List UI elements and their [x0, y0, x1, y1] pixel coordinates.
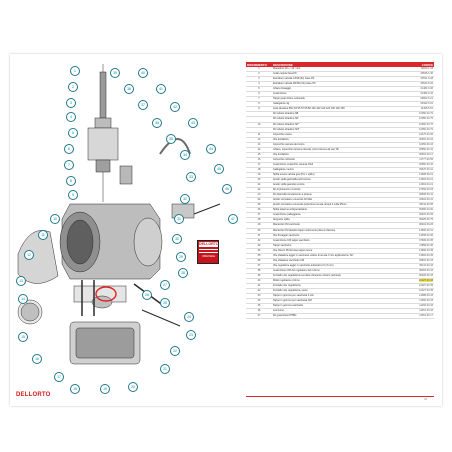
code-text: 02916.00.41 [419, 198, 433, 202]
code-text: 01484.6.36 [420, 87, 433, 91]
cell-description: Gollo coppia fissa PK [272, 72, 398, 77]
code-text: 00970.00.05 [419, 213, 433, 217]
cell-description: Guarnizione coperchio camera rifiuti [272, 162, 398, 167]
code-text: 10027.00.33 [419, 278, 433, 282]
code-text: 11451.00.43 [419, 309, 433, 313]
code-text: 11858.00.35 [419, 243, 433, 247]
callout-number: 44 [206, 144, 216, 154]
code-text: 09902.6.21 [420, 97, 433, 101]
callout-number: 41 [156, 84, 166, 94]
callout-number: 12 [24, 250, 34, 260]
cell-description: Manettino 18 — 44 / 4x1 [272, 67, 398, 72]
code-text: 08216.00.26 [419, 223, 433, 227]
throttle-slide [88, 128, 118, 160]
code-text: 09025.00.75 [419, 218, 433, 222]
callout-number: 39 [110, 68, 120, 78]
cell-description: Coperchio rubinetto [272, 157, 398, 162]
cell-ref: 32 [246, 238, 272, 243]
cell-ref: 27 [246, 213, 272, 218]
code-text: 00950.00.32 [419, 162, 433, 166]
code-text: 10050.00.76 [419, 112, 433, 116]
code-text: 14988.00.33 [419, 294, 433, 298]
cell-description: Kit tubetto idraulico SB [272, 112, 398, 117]
catalog-page [10, 54, 442, 406]
code-text: 07606.00.35 [419, 238, 433, 242]
callout-number: 30 [172, 234, 182, 244]
cell-code [398, 314, 434, 319]
col-header-description: DESCRIZIONE [272, 62, 398, 67]
cell-ref: 25 [246, 203, 272, 208]
page-number: 33 [424, 397, 428, 401]
cell-description: Tappo in gomma vaschetta [272, 304, 398, 309]
float [92, 296, 112, 308]
callout-number: 29 [176, 252, 186, 262]
code-text: 09543.6.26 [420, 82, 433, 86]
callout-number: 24 [184, 312, 194, 322]
cell-description: Kit tubetto idraulico SD [272, 117, 398, 122]
cell-description: Vite sfiatatore vacchetto CM [272, 258, 398, 263]
code-text: 10027.00.35 [419, 289, 433, 293]
code-text: 14904.00.21 [419, 178, 433, 182]
cell-ref: 14 [246, 147, 272, 152]
cell-ref: 19 [246, 172, 272, 177]
callout-number: 32 [180, 194, 190, 204]
cell-description: Vite fissaggio vacchetto [272, 233, 398, 238]
code-text: 13458.00.36 [419, 233, 433, 237]
cell-description: Gommino [272, 309, 398, 314]
callout-number: 6 [64, 144, 74, 154]
callout-number: 34 [180, 150, 190, 160]
callout-number: 27 [160, 280, 170, 290]
code-text: 09370.00.41 [419, 167, 433, 171]
cell-ref: 23 [246, 193, 272, 198]
cell-description: Guarnizione palleggiante [272, 213, 398, 218]
cell-description: Fondello vite regolazione [272, 284, 398, 289]
cell-ref: 2 [246, 72, 272, 77]
callout-number: 2 [68, 82, 78, 92]
slide-spring [100, 72, 106, 118]
table-row [246, 314, 434, 319]
cell-ref: 44 [246, 299, 272, 304]
code-text: 11451.00.17 [419, 314, 433, 318]
cell-ref: 20 [246, 178, 272, 183]
cell-ref: 47 [246, 314, 272, 319]
cell-description: Anello sormatore ursuscolo protezione tenuta rampa 4 sulla 35mm [272, 203, 398, 208]
code-text: 09011.00.65 [419, 203, 433, 207]
code-text: 11777.00.56 [419, 157, 433, 161]
cell-description: Guarnizione OR del regolatore del minimo [272, 268, 398, 273]
callout-number: 5 [68, 128, 78, 138]
cell-ref: 21 [246, 183, 272, 188]
callout-number: 28 [178, 268, 188, 278]
parts-table-area [246, 62, 434, 319]
cell-description: Supporto spilla [272, 218, 398, 223]
callout-number: 18 [70, 384, 80, 394]
code-text: 07050.00.03 [419, 188, 433, 192]
callout-number: 31 [174, 214, 184, 224]
callout-number: 22 [170, 346, 180, 356]
parts-table [246, 62, 434, 319]
callout-number: 15 [18, 332, 28, 342]
cell-ref: 30 [246, 228, 272, 233]
cell-ref: 34 [246, 248, 272, 253]
code-text: 09545.6.46 [420, 72, 433, 76]
callout-number: 17 [54, 372, 64, 382]
cell-description: Kit tubetto idraulico SN* [272, 127, 398, 132]
cell-description: Tappo vacchetto [272, 243, 398, 248]
cell-ref: 46 [246, 309, 272, 314]
code-text: 09442.6.61 [420, 102, 433, 106]
cell-description: Vite livellatrice [272, 152, 398, 157]
callout-number: 10 [50, 214, 60, 224]
exploded-diagram [10, 54, 246, 406]
cell-ref: 39 [246, 273, 272, 278]
code-text: 13802.00.35 [419, 253, 433, 257]
cell-description: Gallegiante 4g [272, 102, 398, 107]
code-text: 10050.00.76 [419, 117, 433, 121]
cell-ref: 28 [246, 218, 272, 223]
code-text: 09508.00.41 [419, 193, 433, 197]
col-header-code: CODICE [398, 62, 434, 67]
cell-description: Vite livellatrice [272, 137, 398, 142]
dellorto-logo: DELLORTO [16, 392, 51, 398]
cell-ref: 37 [246, 263, 272, 268]
cell-description: Ghiera, coperchio camera miscela, pivot camera da vari TE [272, 147, 398, 152]
code-text: 13990.00.35 [419, 248, 433, 252]
code-text: 13990.00.31 [419, 228, 433, 232]
cell-description: Anello sormatore ursuscolo 40 Max [272, 198, 398, 203]
callout-number: 14 [18, 294, 28, 304]
cell-ref: 8 [246, 102, 272, 107]
code-text: 00990.00.00 [419, 208, 433, 212]
cell-ref: 41 [246, 284, 272, 289]
cell-ref: 12 [246, 137, 272, 142]
cell-description: Manicotto CM plastico tappo sottovuoto pista di classica [272, 228, 398, 233]
cell-description: Asta idraulica 56G 54 56 57 58 59 100 102 110 120 130 140 150 [272, 107, 398, 112]
cell-description: Vite regolatore aggio in vacchetto antiscarico 6 (3 mm) [272, 263, 398, 268]
code-text: 01484.6.32 [420, 92, 433, 96]
callout-number: 19 [100, 384, 110, 394]
cell-description: Vite sfiatatore aggio in vacchetto rettore di tenuta 3 mm applicazione 'Kit' [272, 253, 398, 258]
cell-description: Fondello vite regolazione tenutina d'insieme minimo (elimina) [272, 273, 398, 278]
callout-number: 20 [128, 382, 138, 392]
cell-description: Estrattore valvola CD18 (fix) base PK [272, 77, 398, 82]
code-text: 10050.00.76 [419, 122, 433, 126]
cell-ref: 38 [246, 268, 272, 273]
cell-description: Spilla tenuta valvola gas (Pin u spillo) [272, 172, 398, 177]
cell-ref: 13 [246, 142, 272, 147]
callout-number: 11 [38, 230, 48, 240]
callout-number: 47 [228, 214, 238, 224]
cell-description: Fondello vite regolazione sosta [272, 289, 398, 294]
callout-number: 36 [152, 118, 162, 128]
code-text: 09511.6.28 [420, 77, 433, 81]
cell-ref: 35 [246, 253, 272, 258]
callout-number: 35 [166, 134, 176, 144]
cell-description: Estrattore valvola FR30A (fix) base PK [272, 82, 398, 87]
parts-table-body [246, 67, 434, 319]
callout-number: 21 [160, 364, 170, 374]
cell-ref: 42 [246, 289, 272, 294]
callout-number: 1 [70, 66, 80, 76]
code-text: 80005.00.33 [419, 273, 433, 277]
code-text: 10027.00.35 [419, 284, 433, 288]
callout-number: 25 [160, 298, 170, 308]
cell-ref: 18 [246, 167, 272, 172]
code-text: 11450.00.33 [419, 299, 433, 303]
cell-ref: 16 [246, 157, 272, 162]
callout-number: 40 [138, 68, 148, 78]
callout-number: 13 [16, 276, 26, 286]
code-text: 10050.00.76 [419, 127, 433, 131]
code-text: 00910.00.16 [419, 137, 433, 141]
cell-description: Tappo guarnizione sottosella [272, 97, 398, 102]
cell-description: Vite blocco PK/di base tappo pesce [272, 248, 398, 253]
cell-ref: 3 [246, 77, 272, 82]
callout-number: 26 [142, 290, 152, 300]
cell-ref: 17 [246, 162, 272, 167]
sticker-rule [199, 252, 218, 253]
cell-ref: 11 [246, 132, 272, 137]
cell-description: Tappo in gomma per vaschetta CM [272, 299, 398, 304]
code-text: 11408.6.51 [420, 107, 433, 111]
cell-ref: 40 [246, 278, 272, 283]
cell-description: Kit dispositivi avviamento a pistone [272, 193, 398, 198]
cell-description: Coperchio camera del corpo [272, 142, 398, 147]
cell-description: Gallegiante mezzo [272, 167, 398, 172]
cell-ref: 6 [246, 92, 272, 97]
cell-ref: 7 [246, 97, 272, 102]
callout-number: 3 [66, 98, 76, 108]
code-text: 08003.00.33 [419, 268, 433, 272]
callout-number: 23 [186, 330, 196, 340]
code-text: 01470.00.06 [419, 132, 433, 136]
cell-description: Anello spilla gas/spilla spill conica [272, 178, 398, 183]
cell-ref: 45 [246, 304, 272, 309]
cell-ref: 10 [246, 122, 272, 127]
cell-ref: 29 [246, 223, 272, 228]
code-text: 11450.00.33 [419, 304, 433, 308]
brand-sticker [197, 240, 219, 264]
cell-description: Anello spilla gas/stop conica [272, 183, 398, 188]
cell-description: Manicotto CM vacchetto [272, 223, 398, 228]
cell-ref: 33 [246, 243, 272, 248]
code-text: 09011.00.33 [419, 263, 433, 267]
cell-ref: 31 [246, 233, 272, 238]
callout-number: 46 [222, 184, 232, 194]
cell-ref: 5 [246, 87, 272, 92]
sticker-text: ORIGINALE [201, 255, 216, 258]
cell-description: Mollo regolatore minimo [272, 278, 398, 283]
cell-ref: 9 [246, 107, 272, 112]
cell-description: Kit tubetto idraulico SF* [272, 122, 398, 127]
cell-description: Spilla taperino antigocciolatore [272, 208, 398, 213]
callout-number: 45 [214, 164, 224, 174]
code-text: 14908.00.21 [419, 173, 433, 176]
cell-ref: 15 [246, 152, 272, 157]
cell-description: Kit guarnizioni PHBG [272, 314, 398, 319]
code-text: 09810.00.33 [419, 258, 433, 262]
col-header-ref: RIFERIMENTO [246, 62, 272, 67]
callout-number: 4 [66, 112, 76, 122]
cell-description: Guarnizione CM tappo vacchetto [272, 238, 398, 243]
code-text: 00910.00.17 [419, 152, 433, 156]
sticker-brand: DELLORTO [199, 242, 219, 246]
cell-ref: 24 [246, 198, 272, 203]
cell-ref: 36 [246, 258, 272, 263]
code-text: 10050.00.16 [419, 142, 433, 146]
cell-description: Ghiera fissaggio [272, 87, 398, 92]
cell-description: Tappo in gomma per vaschetta 3 stm [272, 294, 398, 299]
callout-number: 42 [170, 102, 180, 112]
code-text: 09650.00.41 [419, 147, 433, 151]
callout-number: 38 [124, 84, 134, 94]
code-text: 10030.1.18 [420, 67, 433, 71]
cell-description: Guarnizione [272, 92, 398, 97]
cell-ref: 26 [246, 208, 272, 213]
cell-ref: 1 [246, 67, 272, 72]
cell-ref: 43 [246, 294, 272, 299]
cell-ref: 22 [246, 188, 272, 193]
callout-number: 7 [64, 160, 74, 170]
callout-number: 8 [66, 176, 76, 186]
sticker-rule [199, 249, 218, 250]
cell-description: Coperchio vasca [272, 132, 398, 137]
callout-number: 16 [32, 354, 42, 364]
cell-ref: 4 [246, 82, 272, 87]
top-cap [95, 118, 111, 128]
cell-description: Kit di pistoncino cunicolo [272, 188, 398, 193]
callout-number: 33 [186, 172, 196, 182]
callout-number: 9 [68, 190, 78, 200]
callout-number: 43 [188, 118, 198, 128]
code-text: 14904.00.21 [419, 183, 433, 187]
callout-number: 37 [138, 100, 148, 110]
